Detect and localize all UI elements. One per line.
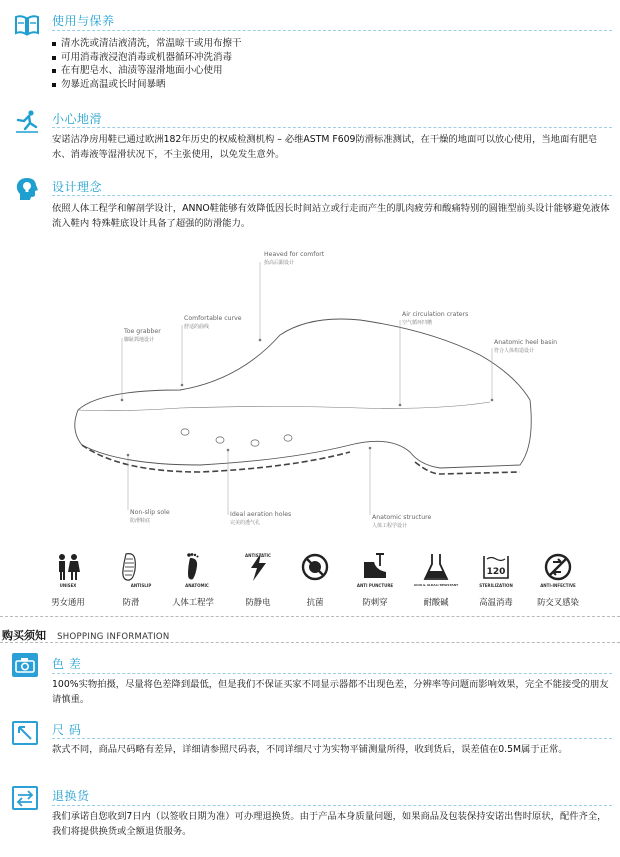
feature-caption: ANTI-INFECTIVE	[540, 583, 576, 588]
callout-heaved-cn: 抬高后跟设计	[264, 260, 295, 266]
callout-nonslip-cn: 防滑鞋底	[130, 518, 151, 524]
usage-item: 勿暴近高温或长时间暴晒	[52, 78, 612, 92]
feature-caption: ANTI PUNCTURE	[356, 583, 394, 588]
feature-label: 防交叉感染	[537, 597, 579, 607]
feature-caption: UNISEX	[59, 583, 77, 588]
head-lightbulb-icon	[14, 176, 40, 202]
slip-warning-icon	[14, 108, 40, 134]
feature-label: 抗菌	[306, 597, 324, 607]
exchange-arrows-icon	[12, 786, 38, 810]
feature-label: 防静电	[245, 597, 271, 607]
callout-air-cn: 空气循环凹槽	[402, 320, 433, 326]
feature-antistatic	[233, 552, 283, 608]
callout-heel: Anatomic heel basin	[494, 339, 558, 346]
shopping-header-divider	[0, 642, 620, 643]
feature-antiinfective	[533, 552, 583, 608]
color-text: 100%实物拍摄，尽量将色差降到最低，但是我们不保证买家不同显示器都不出现色差，分辨率等问题而影响效果，完全不能接受的朋友请慎重。	[52, 679, 609, 705]
callout-air: Air circulation craters	[402, 311, 469, 318]
returns-title: 退换货	[52, 789, 90, 803]
nail-boot-icon	[360, 552, 390, 582]
slip-divider	[52, 127, 612, 128]
feature-label: 高温消毒	[479, 597, 513, 607]
design-text: 依照人体工程学和解剖学设计，ANNO鞋能够有效降低因长时间站立或行走而产生的肌肉疲劳和酸痛特别的圆锥型前头设计能够避免液体流入鞋内 特殊鞋底设计具备了超强的防滑能力。	[52, 203, 610, 229]
returns-divider	[52, 805, 612, 806]
usage-item: 在有肥皂水、油渍等湿滑地面小心使用	[52, 64, 612, 78]
callout-curve-cn: 舒适的曲线	[184, 324, 210, 330]
returns-text: 我们承诺自您收到7日内（以签收日期为准）可办理退换货。由于产品本身质量问题，如果商品及包装保持安诺出售时原状，配件齐全，我们将提供换货或全额退货服务。	[52, 811, 607, 837]
design-title: 设计理念	[52, 180, 103, 194]
size-divider	[52, 738, 612, 739]
feature-antipuncture	[350, 552, 400, 608]
design-divider	[52, 195, 612, 196]
callout-toe: Toe grabber	[124, 328, 161, 335]
feature-caption: ANTISTATIC	[245, 553, 271, 558]
callout-nonslip: Non-slip sole	[130, 509, 170, 516]
antibacterial-icon	[300, 552, 330, 582]
shopping-title-en: SHOPPING INFORMATION	[57, 632, 170, 642]
camera-icon	[12, 653, 38, 677]
usage-divider	[52, 30, 612, 31]
feature-acid	[411, 552, 461, 608]
feature-caption: ANTISLIP	[130, 583, 152, 588]
callout-heel-cn: 符合人体构造设计	[494, 348, 535, 354]
shoe-diagram	[60, 240, 580, 540]
callout-toe-cn: 脚趾抓地设计	[124, 337, 155, 343]
callout-holes-cn: 完美的透气孔	[230, 520, 261, 526]
svg-text:120: 120	[486, 567, 506, 577]
foot-icon	[178, 552, 208, 582]
feature-label: 防刺穿	[362, 597, 388, 607]
shopping-title-cn: 购买须知	[2, 629, 46, 642]
usage-title: 使用与保养	[52, 14, 115, 28]
callout-structure-cn: 人体工程学设计	[372, 523, 408, 529]
no-infection-icon	[543, 552, 573, 582]
shopping-header	[2, 624, 170, 643]
size-title: 尺 码	[52, 723, 82, 737]
flask-icon	[421, 552, 451, 582]
resize-arrow-icon	[12, 721, 38, 745]
feature-antislip	[106, 552, 156, 608]
callout-curve: Comfortable curve	[184, 315, 242, 322]
slip-title: 小心地滑	[52, 112, 103, 126]
feature-label: 人体工程学	[172, 597, 214, 607]
open-book-icon	[14, 12, 40, 38]
feature-label: 男女通用	[51, 597, 85, 607]
shoe-footbed	[78, 402, 490, 411]
usage-list	[52, 37, 612, 91]
callout-holes: Ideal aeration holes	[230, 511, 292, 518]
color-divider	[52, 673, 612, 674]
feature-antibacterial	[290, 552, 340, 608]
temperature-120-icon	[481, 552, 511, 582]
feature-caption: ANATOMIC	[185, 583, 209, 588]
feature-caption: STERILIZATION	[479, 583, 513, 588]
feature-label: 防滑	[122, 597, 140, 607]
feature-sterilization	[471, 552, 521, 608]
size-text: 款式不同，商品尺码略有差异，详细请参照尺码表，不同详细尺寸为实物平铺测量所得，收到货后，误差值在0.5M属于正常。	[52, 744, 568, 755]
usage-item: 可用消毒液浸泡消毒或机器循环冲洗消毒	[52, 51, 612, 65]
feature-anatomic	[168, 552, 218, 608]
callout-structure: Anatomic structure	[372, 514, 432, 521]
feature-unisex	[43, 552, 93, 608]
sole-tread	[82, 445, 520, 474]
unisex-icon	[53, 552, 83, 582]
color-title: 色 差	[52, 657, 82, 671]
callout-lines	[122, 262, 492, 515]
feature-caption: ACID & ALKALI RESISTANT	[413, 583, 459, 587]
shoe-sole-icon	[116, 552, 146, 582]
usage-item: 清水洗或清洁液清洗，常温晾干或用布擦干	[52, 37, 612, 51]
callout-heaved: Heaved for comfort	[264, 251, 325, 258]
shopping-top-divider	[0, 616, 620, 617]
slip-text: 安诺洁净房用鞋已通过欧洲182年历史的权威检测机构 – 必维ASTM F609防滑标准测试，在干燥的地面可以放心使用，当地面有肥皂水、消毒液等湿滑状况下，不主张使用，以免发生意外。	[52, 134, 598, 160]
callout-dots	[121, 339, 494, 457]
aeration-holes	[181, 429, 292, 446]
feature-label: 耐酸碱	[423, 597, 449, 607]
